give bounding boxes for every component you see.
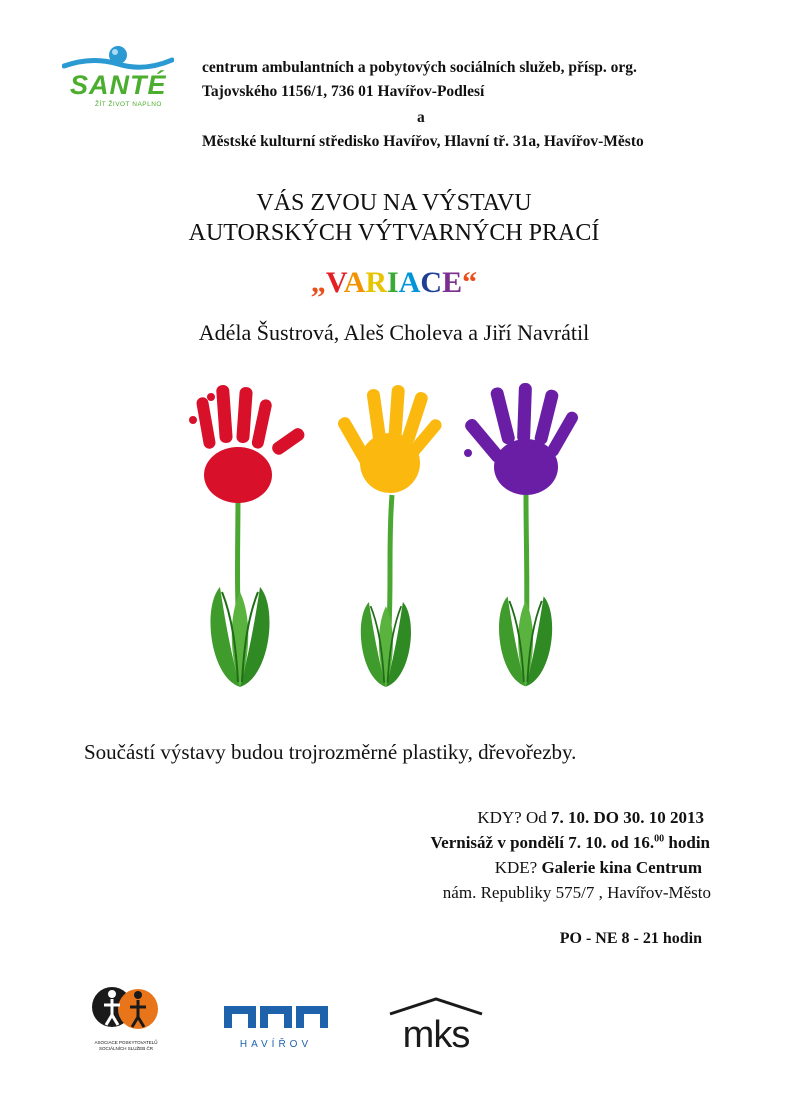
sante-logo <box>62 44 174 110</box>
info-when <box>477 808 704 828</box>
exhibition-title-letter: R <box>365 266 388 299</box>
info-hours: PO - NE 8 - 21 hodin <box>559 930 702 947</box>
hand-flowers-illustration <box>0 375 788 695</box>
mks-logo <box>386 996 486 1056</box>
info-vernisage-prefix: Vernisáž v pondělí 7. 10. od 16. <box>430 833 655 852</box>
apss-caption: ASOCIACE POSKYTOVATELŮ SOCIÁLNÍCH SLUŽEB ČR <box>94 1040 158 1051</box>
exhibition-title-letter: A <box>398 266 421 299</box>
info-vernisage-suffix: hodin <box>664 833 710 852</box>
info-when-label: KDY? Od <box>477 808 551 827</box>
exhibition-open-quote: „ <box>310 266 326 299</box>
info-when-value: 7. 10. DO 30. 10 2013 <box>551 808 704 827</box>
info-where-label: KDE? <box>494 858 542 877</box>
havirov-blocks-icon <box>222 1002 330 1030</box>
exhibition-title-letter: I <box>387 266 399 299</box>
exhibition-title-letters <box>326 266 462 299</box>
header-conjunction: a <box>417 109 425 126</box>
info-where-value: Galerie kina Centrum <box>541 858 702 877</box>
exhibition-note: Součástí výstavy budou trojrozměrné plastiky, dřevořezby. <box>84 740 577 764</box>
info-where <box>495 858 702 878</box>
exhibition-title <box>0 266 788 300</box>
exhibition-title-letter: A <box>343 266 366 299</box>
sante-tagline: ŽÍT ŽIVOT NAPLNO <box>95 101 162 108</box>
sante-brand-text: SANTÉ <box>70 70 167 100</box>
mks-text: mks <box>402 1014 470 1056</box>
info-vernisage <box>430 833 710 853</box>
apss-logo <box>86 985 166 1049</box>
apss-figures-icon <box>86 985 164 1033</box>
mks-roof-icon <box>386 996 486 1016</box>
authors: Adéla Šustrová, Aleš Choleva a Jiří Navrátil <box>198 320 590 345</box>
havirov-logo <box>222 1002 330 1048</box>
purple-hand-flower-icon <box>463 383 581 687</box>
info-address: nám. Republiky 575/7 , Havířov-Město <box>442 883 711 902</box>
exhibition-title-letter: C <box>420 266 443 299</box>
info-vernisage-sup: 00 <box>654 833 665 845</box>
exhibition-close-quote: “ <box>462 266 478 299</box>
header-org-line-2: Tajovského 1156/1, 736 01 Havířov-Podlesí <box>202 83 485 100</box>
header-org-line-1: centrum ambulantních a pobytových sociálních služeb, přísp. org. <box>202 59 637 76</box>
yellow-hand-flower-icon <box>336 385 444 687</box>
invite-line-2: AUTORSKÝCH VÝTVARNÝCH PRACÍ <box>188 220 600 246</box>
exhibition-title-letter: V <box>325 266 344 299</box>
header-org-line-3: Městské kulturní středisko Havířov, Hlavní tř. 31a, Havířov-Město <box>202 133 644 150</box>
red-hand-flower-icon <box>189 385 307 687</box>
invite-line-1: VÁS ZVOU NA VÝSTAVU <box>256 190 532 216</box>
havirov-caption: HAVÍŘOV <box>239 1039 313 1050</box>
exhibition-title-letter: E <box>442 266 463 299</box>
